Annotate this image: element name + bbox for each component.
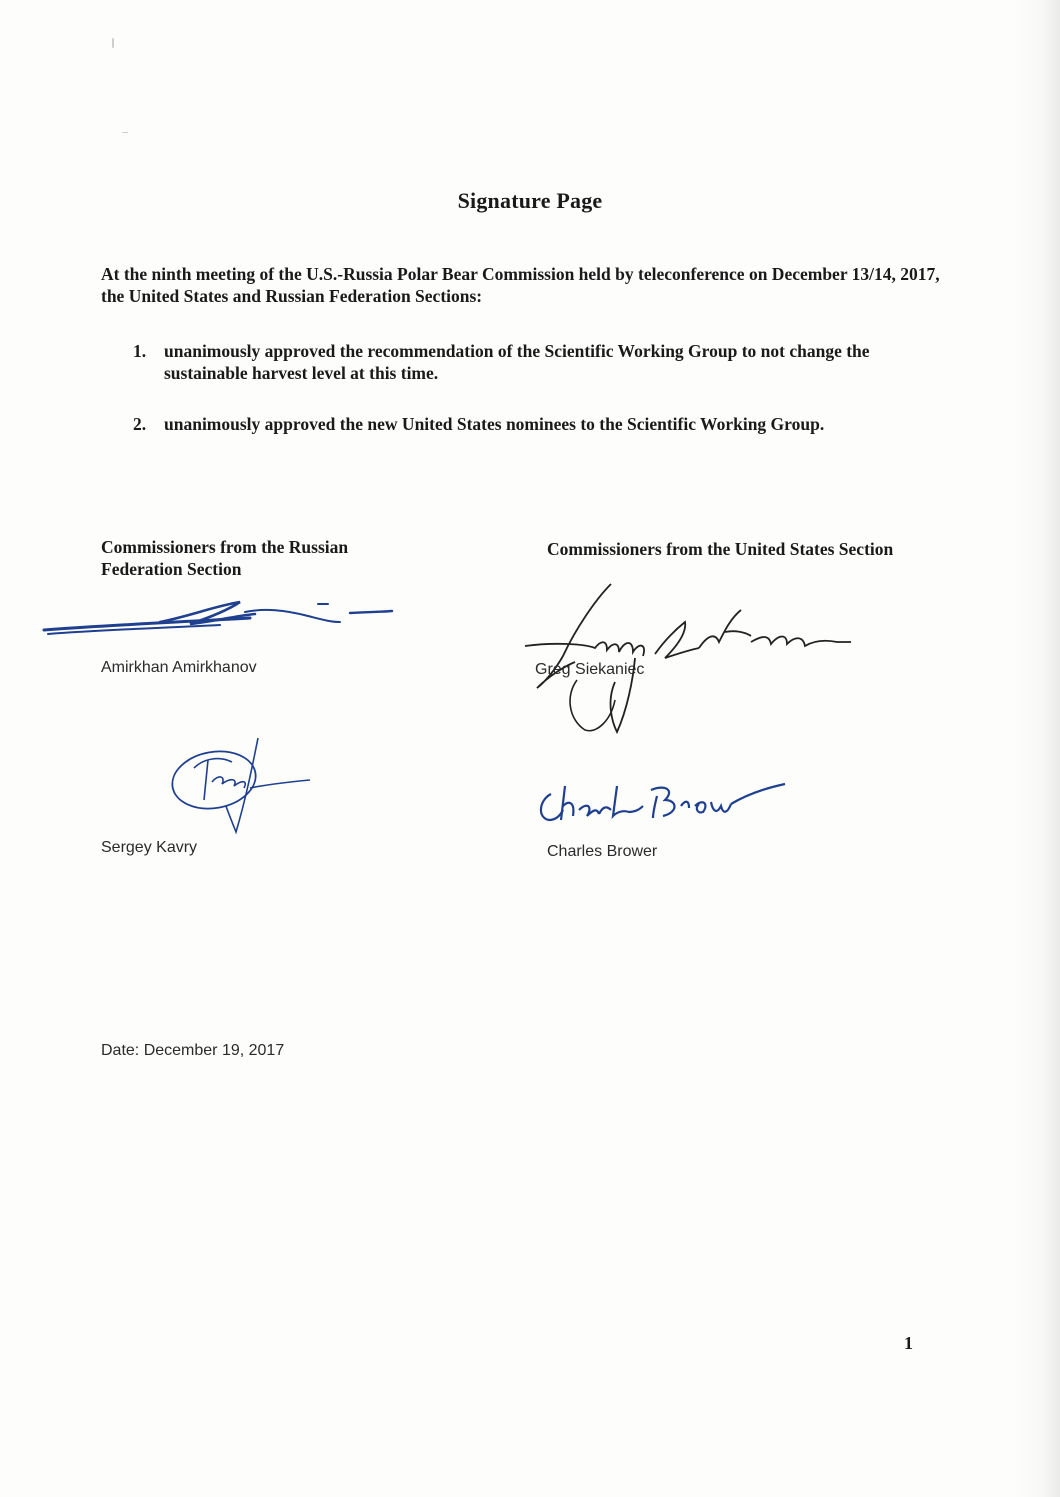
page-number: 1 [904, 1333, 913, 1353]
signature-brower [535, 776, 795, 830]
signatory-name: Sergey Kavry [101, 839, 198, 856]
russian-section-heading: Commissioners from the Russian Federation Section [101, 537, 349, 579]
list-item-number: 1. [133, 341, 147, 361]
signature-amirkhanov [40, 592, 400, 640]
signature-date: Date: December 19, 2017 [101, 1042, 285, 1059]
page-title: Signature Page [457, 188, 603, 213]
scan-edge-shadow [1014, 0, 1060, 1497]
list-item-text: unanimously approved the recommendation of the Scientific Working Group to not change the sustainable harvest level at this time. [164, 341, 870, 383]
intro-paragraph: At the ninth meeting of the U.S.-Russia Polar Bear Commission held by teleconference on December 13/14, 2017, the United States and Russian Federation Sections: [101, 264, 940, 306]
signature-siekaniec [515, 570, 865, 740]
scan-speck [122, 132, 128, 133]
list-item-text: unanimously approved the new United States nominees to the Scientific Working Group. [164, 414, 825, 434]
signatory-name: Amirkhan Amirkhanov [101, 659, 257, 676]
list-item-number: 2. [133, 414, 147, 434]
signatory-name: Greg Siekaniec [535, 661, 645, 678]
scan-speck [112, 38, 114, 48]
signatory-name: Charles Brower [547, 843, 658, 860]
signature-kavry [160, 728, 320, 840]
us-section-heading: Commissioners from the United States Section [547, 539, 894, 559]
